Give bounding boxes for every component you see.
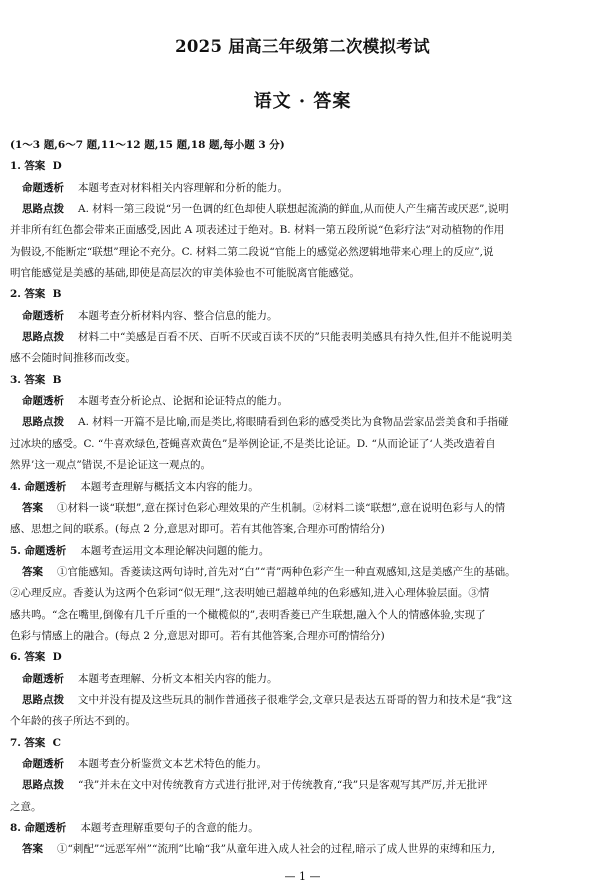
q2-answer: B <box>52 288 62 301</box>
q3-tips-label: 思路点拨 <box>22 416 64 429</box>
q2-tips-label: 思路点拨 <box>22 331 64 344</box>
q3-insight-line <box>10 391 593 412</box>
q4-number: 4. <box>10 480 21 493</box>
q5-number: 5. <box>10 544 21 557</box>
q6-tips-text: 文中并没有提及这些玩具的制作普通孩子很难学会,文章只是表达五哥哥的智力和技术是“我”这 <box>78 693 513 706</box>
q3-tips-line <box>10 412 593 433</box>
q1-tips-cont: 明官能感觉是美感的基础,即使是高层次的审美体验也不可能脱离官能感觉。 <box>10 267 360 280</box>
q5-answer-line <box>10 562 593 583</box>
q7-tips-text: “我”并未在文中对传统教育方式进行批评,对于传统教育,“我”只是客观写其严厉,并无批评 <box>78 779 488 792</box>
q1-insight-line <box>10 178 593 199</box>
q6-tips-label: 思路点拨 <box>22 693 64 706</box>
q7-tips-line <box>10 775 593 796</box>
q4-answer-line <box>10 498 593 519</box>
q5-insight-label: 命题透析 <box>24 544 67 557</box>
q1-tips-cont: 并非所有红色都会带来正面感受,因此 A 项表述过于绝对。B. 材料一第五段所说“色彩疗法”对动植物的作用 <box>10 224 505 237</box>
q8-answer-text: ①“刺配”“远恶军州”“流刑”比喻“我”从童年进入成人社会的过程,暗示了成人世界的束缚和压力, <box>57 843 496 856</box>
q3-number: 3. <box>10 373 21 386</box>
q4-answer-cont: 感、思想之间的联系。(每点 2 分,意思对即可。若有其他答案,合理亦可酌情给分) <box>10 523 385 536</box>
q5-answer-text: ①官能感知。香菱读这两句诗时,首先对“白”“青”两种色彩产生一种直观感知,这是美感产生的基础。 <box>57 565 516 578</box>
q2-insight-label: 命题透析 <box>22 309 64 322</box>
q7-answer: C <box>52 736 62 749</box>
q8-answer-line <box>10 839 593 860</box>
q5-answer-label: 答案 <box>22 565 43 578</box>
q3-answer: B <box>52 373 62 386</box>
q7-insight-label: 命题透析 <box>22 757 64 770</box>
q6-answer: D <box>52 651 62 664</box>
q8-insight: 本题考查理解重要句子的含意的能力。 <box>80 822 259 834</box>
q3-tips-cont: 过冰块的感受。C. “牛喜欢绿色,苍蝇喜欢黄色”是举例论证,不是类比论证。D. “从而论证了‘人类改造着自 <box>10 437 496 450</box>
q2-answer-label: 答案 <box>24 288 46 301</box>
q7-insight: 本题考查分析鉴赏文本艺术特色的能力。 <box>78 757 267 770</box>
q1-insight: 本题考查对材料相关内容理解和分析的能力。 <box>78 181 288 194</box>
answer-content <box>10 135 593 861</box>
q5-answer-cont: ②心理反应。香菱认为这两个色彩词“似无理”,这表明她已超越单纯的色彩感知,进入心理体验层面。③情 <box>10 587 490 600</box>
q4-insight-line <box>10 477 593 498</box>
q1-tips-label: 思路点拨 <box>22 203 64 216</box>
q1-answer-label: 答案 <box>24 160 46 173</box>
scoring-note: (1～3 题,6～7 题,11～12 题,15 题,18 题,每小题 3 分) <box>10 139 285 151</box>
q3-tips-text: A. 材料一开篇不是比喻,而是类比,将眼睛看到色彩的感受类比为食物品尝家品尝美食和手指碰 <box>78 416 509 429</box>
q1-number: 1. <box>10 160 21 173</box>
q5-answer-cont: 感共鸣。“念在嘴里,倒像有几千斤重的一个橄榄似的”,表明香菱已产生联想,融入个人的情感体验,实现了 <box>10 608 486 621</box>
page-number: — 1 — <box>284 870 321 883</box>
q7-answer-line <box>10 733 593 754</box>
q1-tips-text: A. 材料一第三段说“另一色调的红色却使人联想起流淌的鲜血,从而使人产生痛苦或厌恶”,说明 <box>78 203 509 216</box>
q8-answer-label: 答案 <box>22 843 43 856</box>
q6-answer-label: 答案 <box>24 651 46 664</box>
q1-tips-cont: 为假设,不能断定“联想”理论不充分。C. 材料二第二段说“官能上的感觉必然逻辑地带来心理上的反应”,说 <box>10 245 494 258</box>
q2-tips-text: 材料二中“美感是百看不厌、百听不厌或百读不厌的”只能表明美感具有持久性,但并不能说明美 <box>78 331 513 344</box>
q7-tips-label: 思路点拨 <box>22 779 64 792</box>
q6-tips-line <box>10 690 593 711</box>
q3-insight: 本题考查分析论点、论据和论证特点的能力。 <box>78 395 288 408</box>
q3-insight-label: 命题透析 <box>22 395 64 408</box>
q5-insight: 本题考查运用文本理论解决问题的能力。 <box>80 544 270 557</box>
q6-insight-line <box>10 669 593 690</box>
q4-answer-label: 答案 <box>22 501 43 514</box>
q8-insight-line <box>10 818 593 839</box>
q2-number: 2. <box>10 288 21 301</box>
q7-tips-cont: 之意。 <box>10 800 42 813</box>
q3-tips-cont: 然界’这一观点”错误,不是论证这一观点的。 <box>10 459 212 472</box>
q5-insight-line <box>10 541 593 562</box>
q3-answer-line <box>10 370 593 391</box>
q5-answer-cont: 色彩与情感上的融合。(每点 2 分,意思对即可。若有其他答案,合理亦可酌情给分) <box>10 629 385 642</box>
q1-insight-label: 命题透析 <box>22 181 64 194</box>
q7-insight-line <box>10 754 593 775</box>
q2-insight-line <box>10 306 593 327</box>
q2-tips-line <box>10 327 593 348</box>
q4-insight: 本题考查理解与概括文本内容的能力。 <box>80 480 259 493</box>
q8-insight-label: 命题透析 <box>24 822 67 834</box>
q2-answer-line <box>10 284 593 305</box>
q6-answer-line <box>10 647 593 668</box>
q8-number: 8. <box>10 822 21 834</box>
q1-answer-line <box>10 156 593 177</box>
q7-number: 7. <box>10 736 21 749</box>
q4-answer-text: ①材料一谈“联想”,意在探讨色彩心理效果的产生机制。②材料二谈“联想”,意在说明色彩与人的情 <box>57 501 506 514</box>
q6-number: 6. <box>10 651 21 664</box>
q6-insight-label: 命题透析 <box>22 672 64 685</box>
exam-title: 2025 届高三年级第二次模拟考试 <box>175 37 430 56</box>
q3-answer-label: 答案 <box>24 373 46 386</box>
q1-tips-line <box>10 199 593 220</box>
q6-insight: 本题考查理解、分析文本相关内容的能力。 <box>78 672 278 685</box>
q6-tips-cont: 个年龄的孩子所达不到的。 <box>10 715 136 728</box>
q4-insight-label: 命题透析 <box>24 480 67 493</box>
q2-tips-cont: 感不会随时间推移而改变。 <box>10 352 136 365</box>
q1-answer: D <box>52 160 62 173</box>
exam-subtitle: 语文 · 答案 <box>253 91 352 112</box>
q7-answer-label: 答案 <box>24 736 46 749</box>
q2-insight: 本题考查分析材料内容、整合信息的能力。 <box>78 309 278 322</box>
